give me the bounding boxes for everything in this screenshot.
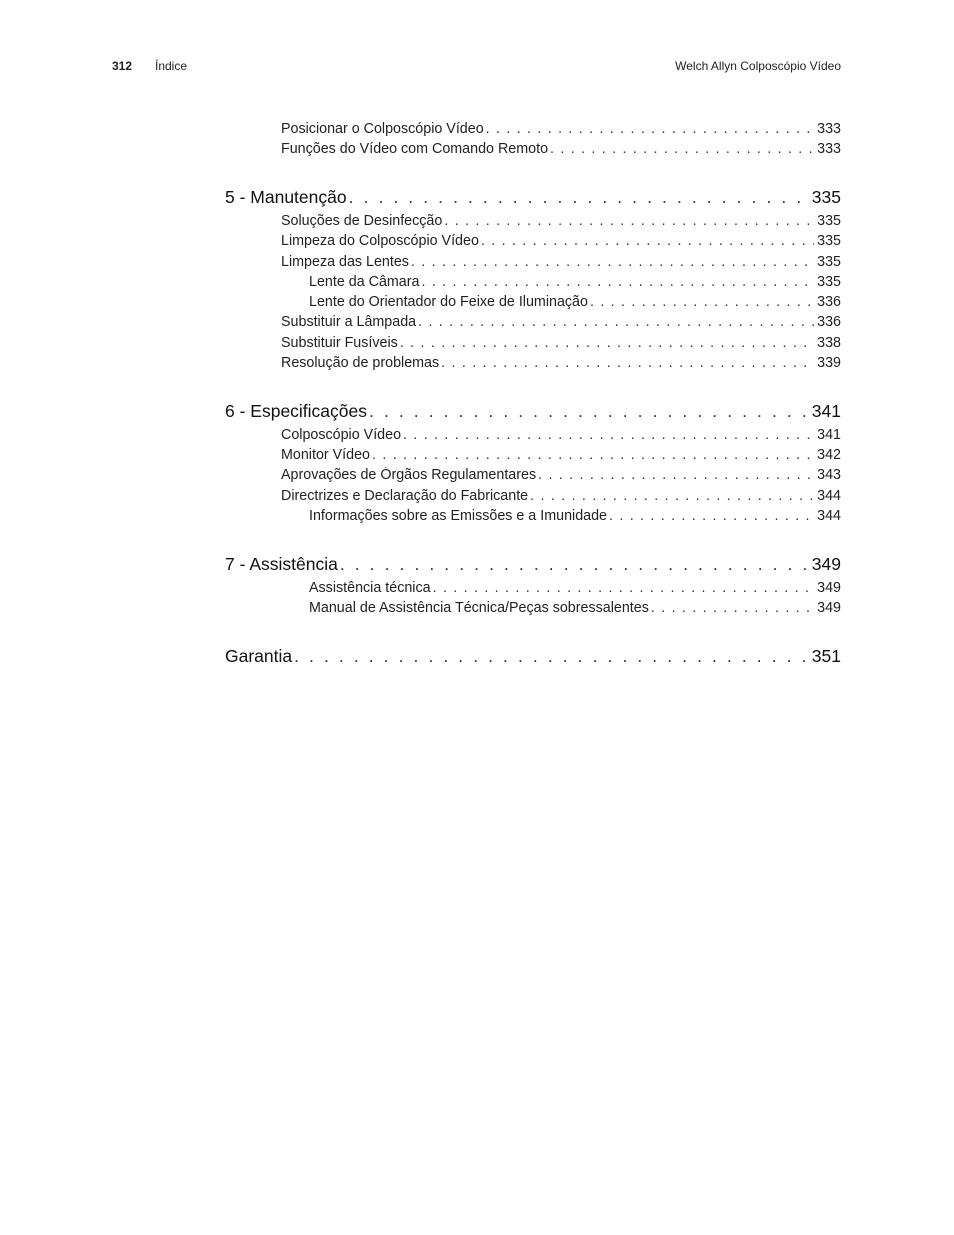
- toc-subentry[interactable]: [309, 274, 841, 294]
- toc-chapter-label: 7 - Assistência: [225, 554, 338, 574]
- toc-leader-dots: [372, 447, 814, 463]
- toc-entry-label: Funções do Vídeo com Comando Remoto: [281, 141, 549, 157]
- toc-subentry-label: Lente da Câmara: [309, 274, 420, 290]
- toc-entry-page: 343: [817, 467, 841, 483]
- toc-leader-dots: [340, 554, 809, 575]
- toc-entry[interactable]: [281, 427, 841, 447]
- toc-subentry-label: Informações sobre as Emissões e a Imunidade: [309, 508, 608, 524]
- toc-leader-dots: [590, 294, 814, 310]
- toc-chapter-page: 341: [811, 401, 841, 421]
- toc-entry-page: 333: [817, 141, 841, 157]
- toc-entry-label: Limpeza das Lentes: [281, 254, 409, 270]
- toc-chapter[interactable]: [225, 401, 841, 425]
- toc-leader-dots: [538, 467, 814, 483]
- toc-chapter[interactable]: [225, 646, 841, 670]
- toc-entry[interactable]: [281, 213, 841, 233]
- toc-chapter[interactable]: [225, 554, 841, 578]
- toc-entry[interactable]: [281, 121, 841, 141]
- toc-leader-dots: [486, 121, 814, 137]
- toc-entry[interactable]: [281, 141, 841, 161]
- toc-entry[interactable]: [281, 467, 841, 487]
- toc-subentry-page: 335: [817, 274, 841, 290]
- toc-leader-dots: [349, 187, 809, 208]
- toc-entry-label: Monitor Vídeo: [281, 447, 371, 463]
- page-number: 312: [112, 59, 133, 73]
- toc-entry[interactable]: [281, 254, 841, 274]
- toc-subentry-page: 344: [817, 508, 841, 524]
- toc-subentry-page: 349: [817, 580, 841, 596]
- toc-subentry-label: Lente do Orientador do Feixe de Iluminação: [309, 294, 588, 310]
- toc-leader-dots: [403, 427, 814, 443]
- toc-entry[interactable]: [281, 447, 841, 467]
- header-document-title: Welch Allyn Colposcópio Vídeo: [675, 59, 841, 73]
- toc-leader-dots: [444, 213, 814, 229]
- toc-entry-page: 341: [817, 427, 841, 443]
- toc-entry-page: 333: [817, 121, 841, 137]
- toc-leader-dots: [421, 274, 814, 290]
- toc-entry-page: 335: [817, 233, 841, 249]
- toc-entry-page: 339: [817, 355, 841, 371]
- toc-entry[interactable]: [281, 314, 841, 334]
- toc-entry[interactable]: [281, 355, 841, 375]
- toc-leader-dots: [418, 314, 814, 330]
- toc-entry-label: Substituir a Lâmpada: [281, 314, 417, 330]
- toc-chapter-label: Garantia: [225, 646, 293, 666]
- toc-entry-page: 336: [817, 314, 841, 330]
- toc-leader-dots: [481, 233, 814, 249]
- toc-leader-dots: [441, 355, 814, 371]
- toc-subentry[interactable]: [309, 508, 841, 528]
- toc-leader-dots: [530, 488, 814, 504]
- toc-leader-dots: [369, 401, 809, 422]
- toc-leader-dots: [433, 580, 815, 596]
- toc-subentry-label: Manual de Assistência Técnica/Peças sobressalentes: [309, 600, 649, 616]
- toc-entry-page: 344: [817, 488, 841, 504]
- toc-leader-dots: [651, 600, 814, 616]
- toc-leader-dots: [400, 335, 814, 351]
- toc-chapter-page: 335: [811, 187, 841, 207]
- toc-entry-label: Substituir Fusíveis: [281, 335, 398, 351]
- toc-leader-dots: [550, 141, 814, 157]
- toc-chapter-label: 6 - Especificações: [225, 401, 368, 421]
- toc-entry[interactable]: [281, 233, 841, 253]
- toc-entry[interactable]: [281, 335, 841, 355]
- header-section-name: Índice: [155, 59, 188, 73]
- toc-entry-page: 342: [817, 447, 841, 463]
- toc-leader-dots: [609, 508, 814, 524]
- toc-subentry-label: Assistência técnica: [309, 580, 431, 596]
- toc-subentry-page: 349: [817, 600, 841, 616]
- toc-subentry-page: 336: [817, 294, 841, 310]
- toc-entry-label: Aprovações de Órgãos Regulamentares: [281, 467, 537, 483]
- toc-entry-page: 335: [817, 213, 841, 229]
- toc-entry-label: Directrizes e Declaração do Fabricante: [281, 488, 529, 504]
- toc-entry-label: Resolução de problemas: [281, 355, 440, 371]
- toc-subentry[interactable]: [309, 600, 841, 620]
- toc-chapter-label: 5 - Manutenção: [225, 187, 347, 207]
- toc-subentry[interactable]: [309, 294, 841, 314]
- page-header: [112, 59, 841, 77]
- toc-entry-page: 335: [817, 254, 841, 270]
- toc-entry[interactable]: [281, 488, 841, 508]
- toc-entry-label: Limpeza do Colposcópio Vídeo: [281, 233, 479, 249]
- toc-leader-dots: [294, 646, 809, 667]
- toc-entry-label: Posicionar o Colposcópio Vídeo: [281, 121, 484, 137]
- toc-entry-label: Soluções de Desinfecção: [281, 213, 443, 229]
- toc-chapter-page: 351: [811, 646, 841, 666]
- toc-entry-page: 338: [817, 335, 841, 351]
- toc-entry-label: Colposcópio Vídeo: [281, 427, 402, 443]
- toc-chapter[interactable]: [225, 187, 841, 211]
- toc-subentry[interactable]: [309, 580, 841, 600]
- toc-leader-dots: [411, 254, 814, 270]
- toc-chapter-page: 349: [811, 554, 841, 574]
